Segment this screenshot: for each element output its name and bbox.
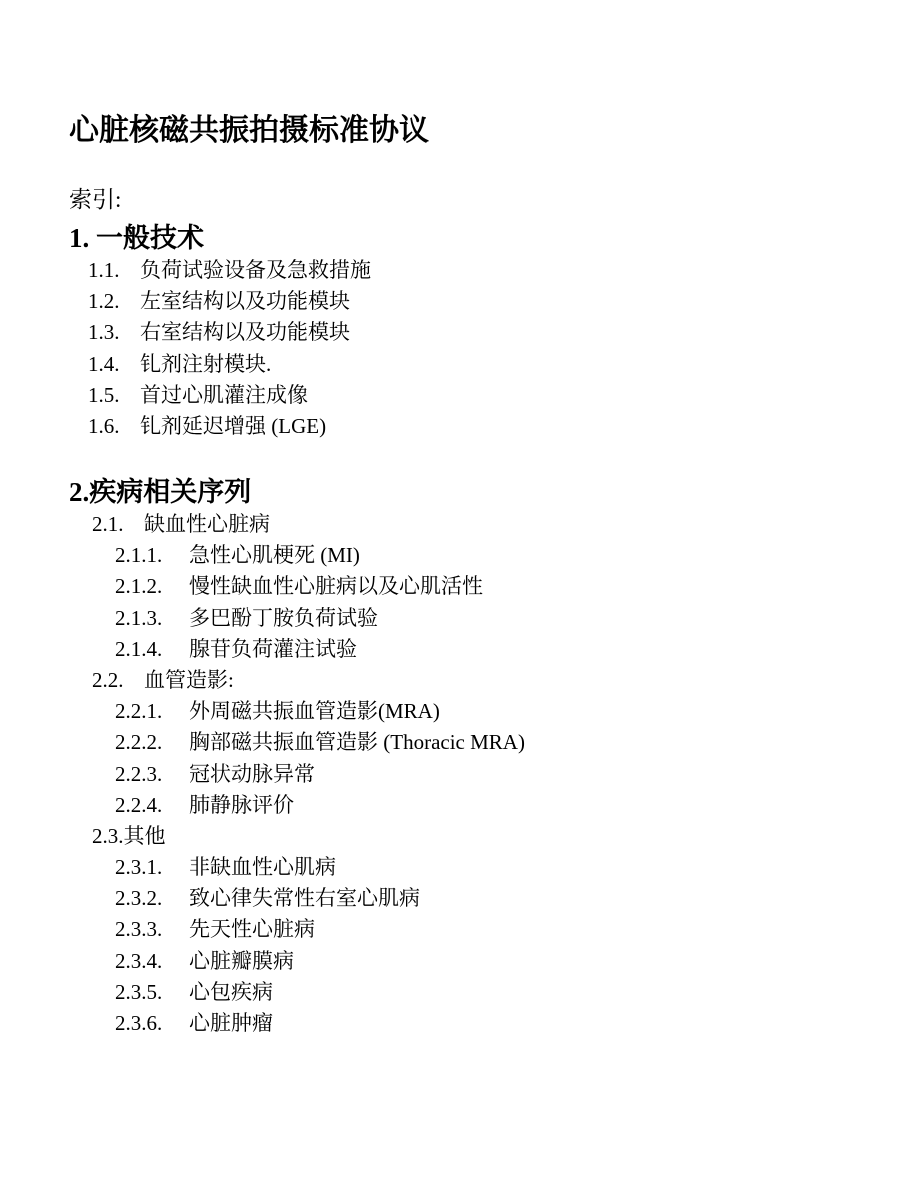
toc-list-disease-sequences	[92, 509, 525, 1039]
toc-item-text: 心包疾病	[189, 979, 273, 1004]
toc-item-number: 1.3.	[88, 320, 120, 345]
toc-item-number: 2.3.	[92, 823, 124, 848]
toc-item-number: 2.1.3.	[115, 605, 163, 630]
toc-item	[88, 349, 371, 380]
toc-item-text: 首过心肌灌注成像	[140, 382, 308, 407]
toc-item-text: 非缺血性心肌病	[189, 855, 336, 880]
toc-item-number: 2.3.2.	[115, 886, 163, 911]
toc-item-text: 心脏瓣膜病	[189, 948, 294, 973]
toc-item-number: 2.2.4.	[115, 792, 163, 817]
toc-item	[92, 883, 525, 914]
toc-item-number: 2.2.	[92, 667, 124, 692]
toc-item-text: 冠状动脉异常	[189, 761, 315, 786]
toc-item	[92, 914, 525, 945]
toc-item-number: 1.5.	[88, 382, 120, 407]
toc-item-text: 胸部磁共振血管造影 (Thoracic MRA)	[189, 730, 525, 755]
toc-item-number: 2.2.3.	[115, 761, 163, 786]
toc-item-text: 负荷试验设备及急救措施	[140, 258, 371, 282]
toc-item	[92, 977, 525, 1008]
toc-item	[88, 255, 371, 286]
toc-item-text: 腺苷负荷灌注试验	[189, 636, 357, 661]
toc-item-text: 肺静脉评价	[189, 792, 294, 817]
toc-item-number: 1.1.	[88, 258, 120, 282]
toc-item	[92, 946, 525, 977]
toc-item	[88, 380, 371, 411]
toc-item-text: 心脏肿瘤	[189, 1011, 273, 1035]
toc-item-text: 右室结构以及功能模块	[140, 320, 350, 345]
toc-item	[92, 790, 525, 821]
toc-item	[92, 634, 525, 665]
toc-item-number: 2.2.1.	[115, 699, 163, 724]
toc-item-number: 2.1.	[92, 512, 124, 536]
toc-item	[88, 286, 371, 317]
toc-item-text: 其他	[123, 823, 166, 848]
toc-item-number: 2.1.4.	[115, 636, 163, 661]
toc-item-number: 1.2.	[88, 289, 120, 314]
toc-item-number: 2.3.5.	[115, 979, 163, 1004]
toc-label: 索引:	[69, 187, 122, 212]
toc-item	[92, 696, 525, 727]
toc-item-text: 慢性缺血性心脏病以及心肌活性	[189, 574, 483, 599]
toc-item	[92, 759, 525, 790]
document-title: 心脏核磁共振拍摄标准协议	[69, 114, 429, 147]
toc-item-text: 钆剂延迟增强 (LGE)	[140, 413, 327, 438]
toc-item-text: 急性心肌梗死 (MI)	[189, 543, 360, 568]
toc-item-number: 1.4.	[88, 351, 120, 376]
section-heading-general-technique: 1. 一般技术	[69, 223, 204, 253]
toc-list-general-technique	[88, 255, 371, 442]
toc-item-text: 缺血性心脏病	[144, 512, 270, 536]
toc-item-number: 2.2.2.	[115, 730, 163, 755]
toc-item-number: 2.3.3.	[115, 917, 163, 942]
toc-item	[92, 852, 525, 883]
toc-item-text: 钆剂注射模块.	[140, 351, 272, 376]
toc-item	[92, 509, 525, 540]
toc-item-number: 1.6.	[88, 413, 120, 438]
toc-item-text: 血管造影:	[144, 667, 234, 692]
toc-item-text: 左室结构以及功能模块	[140, 289, 350, 314]
toc-item	[92, 603, 525, 634]
toc-item	[92, 571, 525, 602]
toc-item	[92, 540, 525, 571]
toc-item-text: 先天性心脏病	[189, 917, 315, 942]
toc-item	[92, 821, 525, 852]
toc-item-text: 致心律失常性右室心肌病	[189, 886, 420, 911]
toc-item-number: 2.1.1.	[115, 543, 163, 568]
toc-item-text: 外周磁共振血管造影(MRA)	[189, 699, 440, 724]
toc-item	[92, 665, 525, 696]
toc-item-number: 2.1.2.	[115, 574, 163, 599]
toc-item-number: 2.3.4.	[115, 948, 163, 973]
toc-item-number: 2.3.6.	[115, 1011, 163, 1035]
toc-item	[92, 727, 525, 758]
toc-item	[92, 1008, 525, 1039]
toc-item-number: 2.3.1.	[115, 855, 163, 880]
section-heading-disease-sequences: 2.疾病相关序列	[69, 477, 252, 507]
toc-item	[88, 411, 371, 442]
toc-item-text: 多巴酚丁胺负荷试验	[189, 605, 378, 630]
toc-item	[88, 317, 371, 348]
